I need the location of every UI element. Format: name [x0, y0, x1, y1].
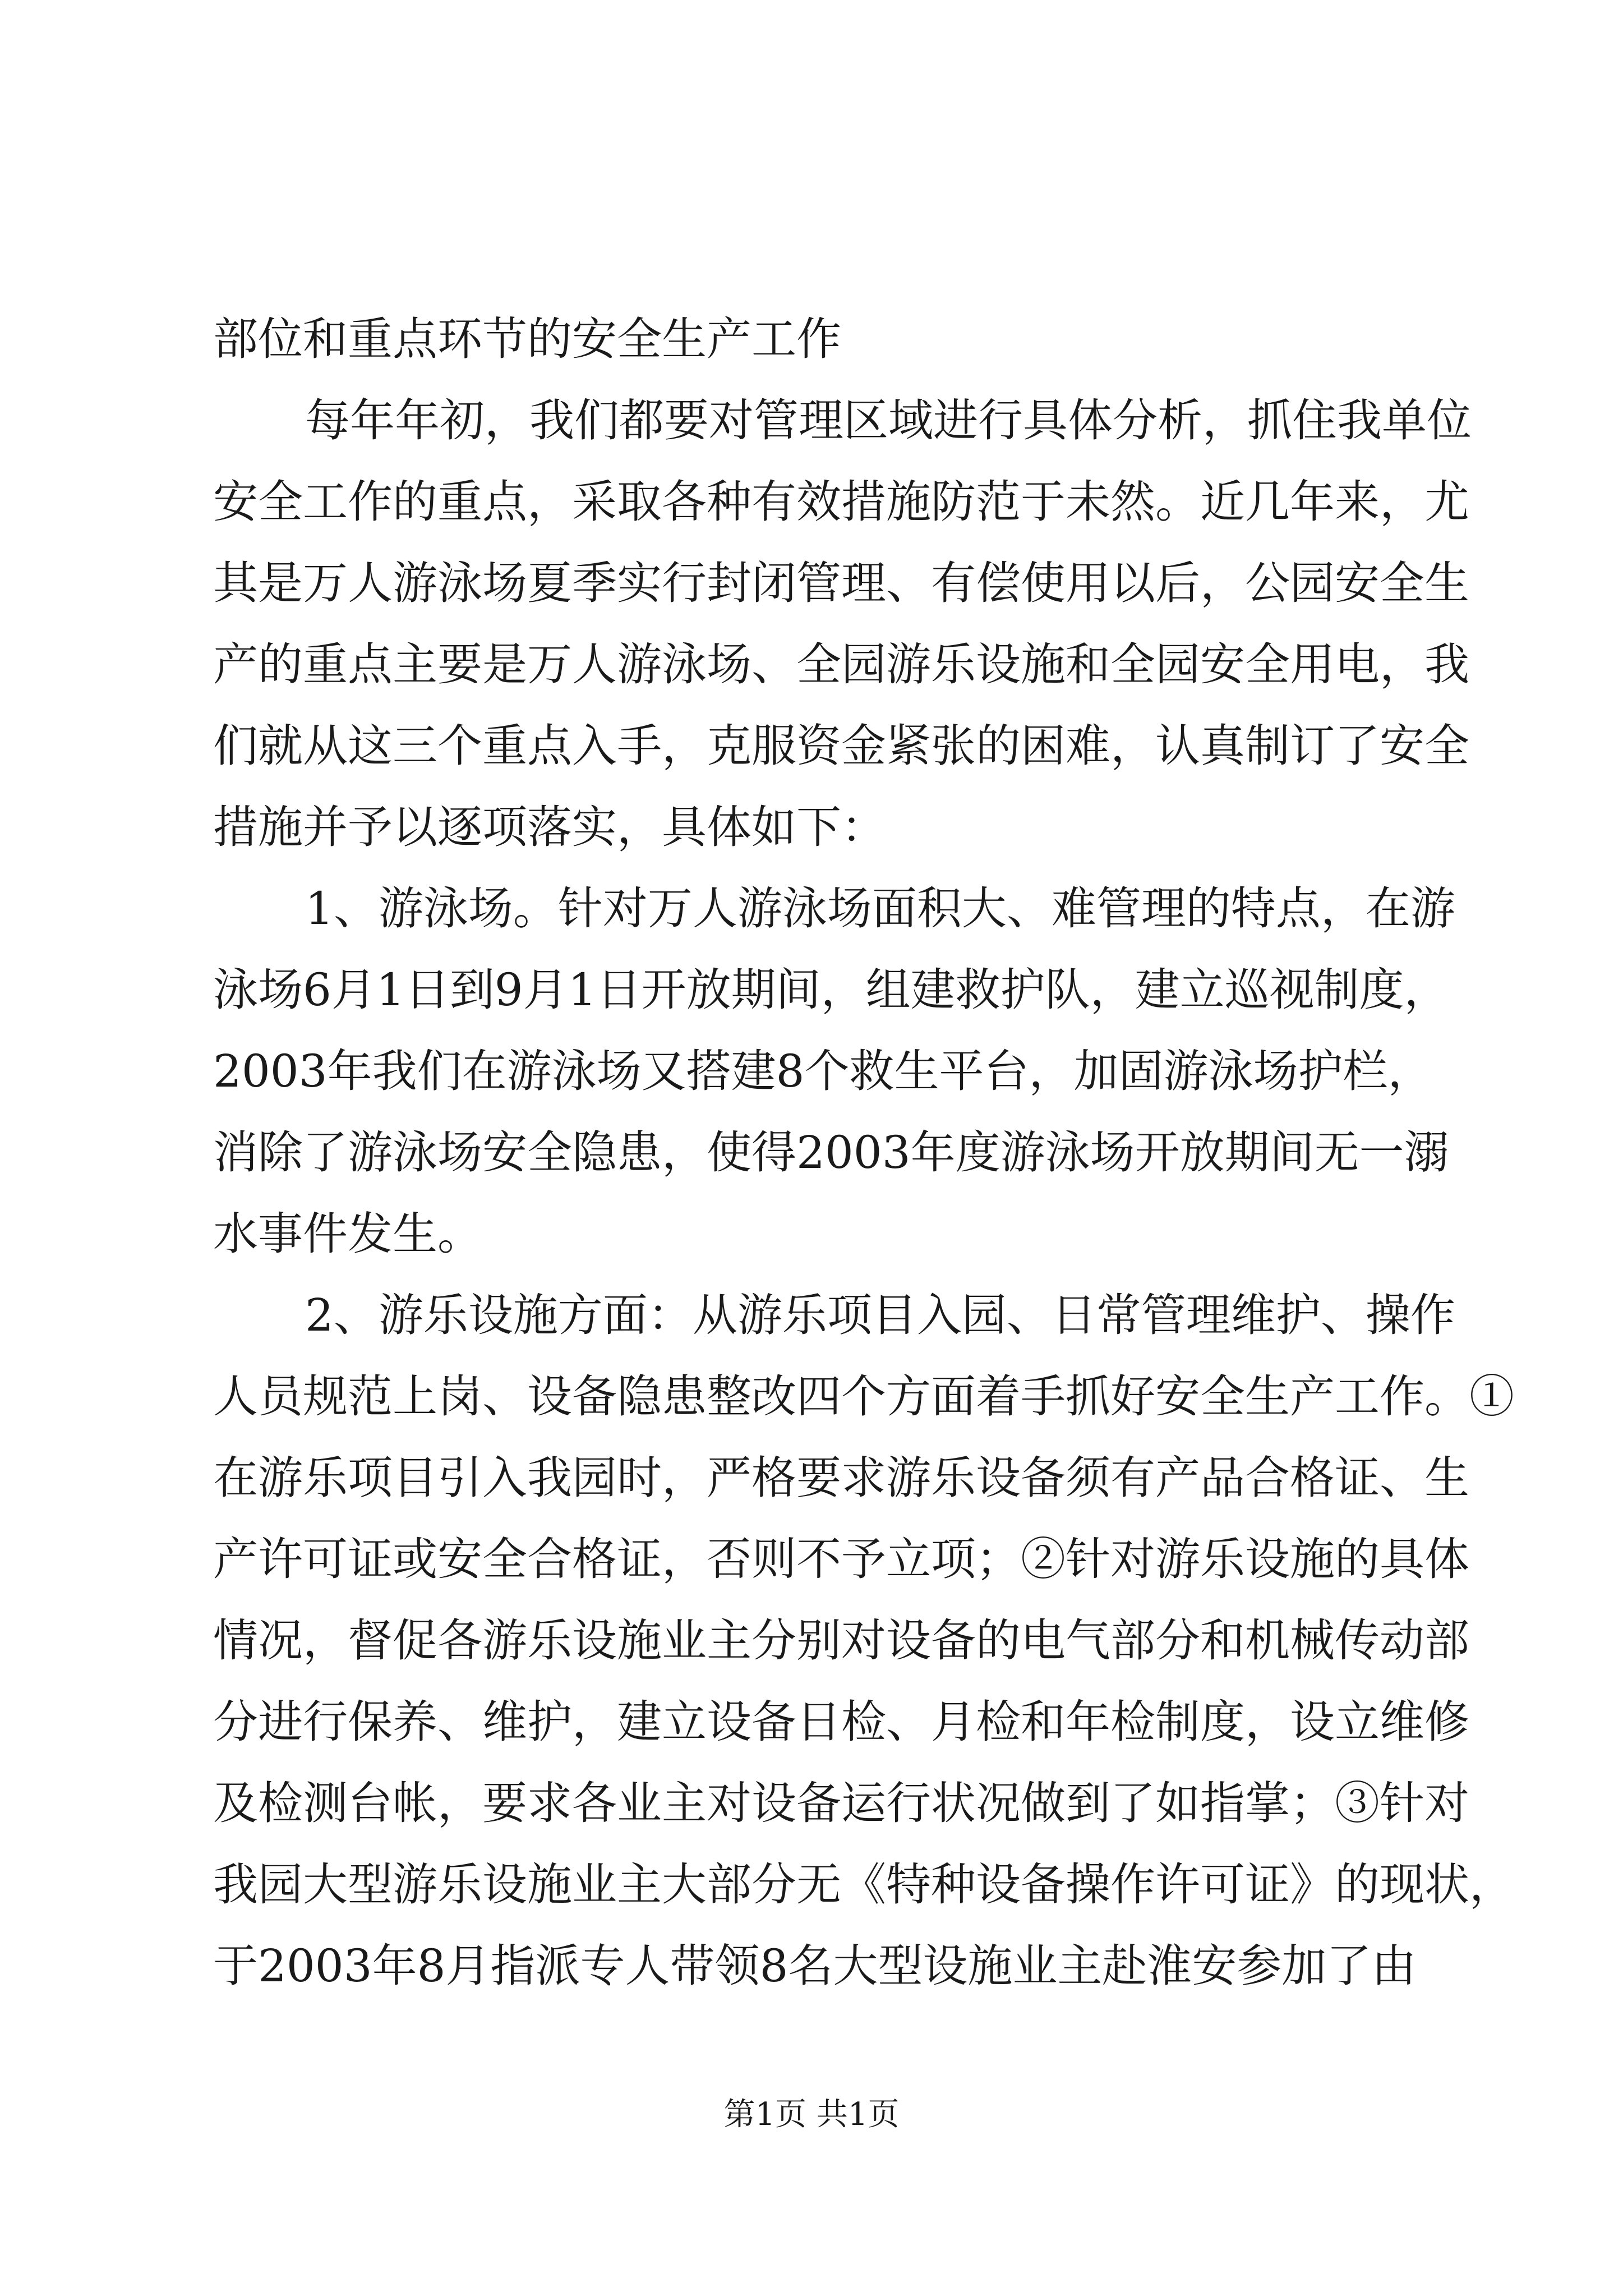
- text-line: 我园大型游乐设施业主大部分无《特种设备操作许可证》的现状，: [213, 1858, 1514, 1911]
- text-line: 产许可证或安全合格证，否则不予立项；②针对游乐设施的具体: [213, 1533, 1469, 1585]
- text-line: 人员规范上岗、设备隐患整改四个方面着手抓好安全生产工作。①: [213, 1370, 1514, 1423]
- section-heading: 部位和重点环节的安全生产工作: [213, 313, 841, 365]
- text-line: 情况，督促各游乐设施业主分别对设备的电气部分和机械传动部: [213, 1614, 1469, 1667]
- text-line: 消除了游泳场安全隐患，使得2003年度游泳场开放期间无一溺: [213, 1126, 1449, 1179]
- page-number-footer: 第1页 共1页: [723, 2096, 900, 2133]
- text-line: 安全工作的重点，采取各种有效措施防范于未然。近几年来，尤: [213, 476, 1469, 528]
- text-line: 在游乐项目引入我园时，严格要求游乐设备须有产品合格证、生: [213, 1452, 1469, 1504]
- text-line: 产的重点主要是万人游泳场、全园游乐设施和全园安全用电，我: [213, 638, 1469, 691]
- text-line: 水事件发生。: [213, 1208, 482, 1260]
- text-line: 泳场6月1日到9月1日开放期间，组建救护队，建立巡视制度，: [213, 964, 1449, 1016]
- text-line: 2、游乐设施方面：从游乐项目入园、日常管理维护、操作: [305, 1289, 1455, 1341]
- text-line: 1、游泳场。针对万人游泳场面积大、难管理的特点，在游: [305, 882, 1455, 935]
- text-line: 于2003年8月指派专人带领8名大型设施业主赴淮安参加了由: [213, 1940, 1417, 1992]
- text-line: 们就从这三个重点入手，克服资金紧张的困难，认真制订了安全: [213, 720, 1469, 772]
- text-line: 及检测台帐，要求各业主对设备运行状况做到了如指掌；③针对: [213, 1777, 1469, 1829]
- text-line: 措施并予以逐项落实，具体如下：: [213, 801, 886, 853]
- text-line: 其是万人游泳场夏季实行封闭管理、有偿使用以后，公园安全生: [213, 557, 1469, 609]
- text-line: 每年年初，我们都要对管理区域进行具体分析，抓住我单位: [305, 394, 1472, 447]
- text-line: 分进行保养、维护，建立设备日检、月检和年检制度，设立维修: [213, 1696, 1469, 1748]
- text-line: 2003年我们在游泳场又搭建8个救生平台，加固游泳场护栏，: [213, 1045, 1433, 1097]
